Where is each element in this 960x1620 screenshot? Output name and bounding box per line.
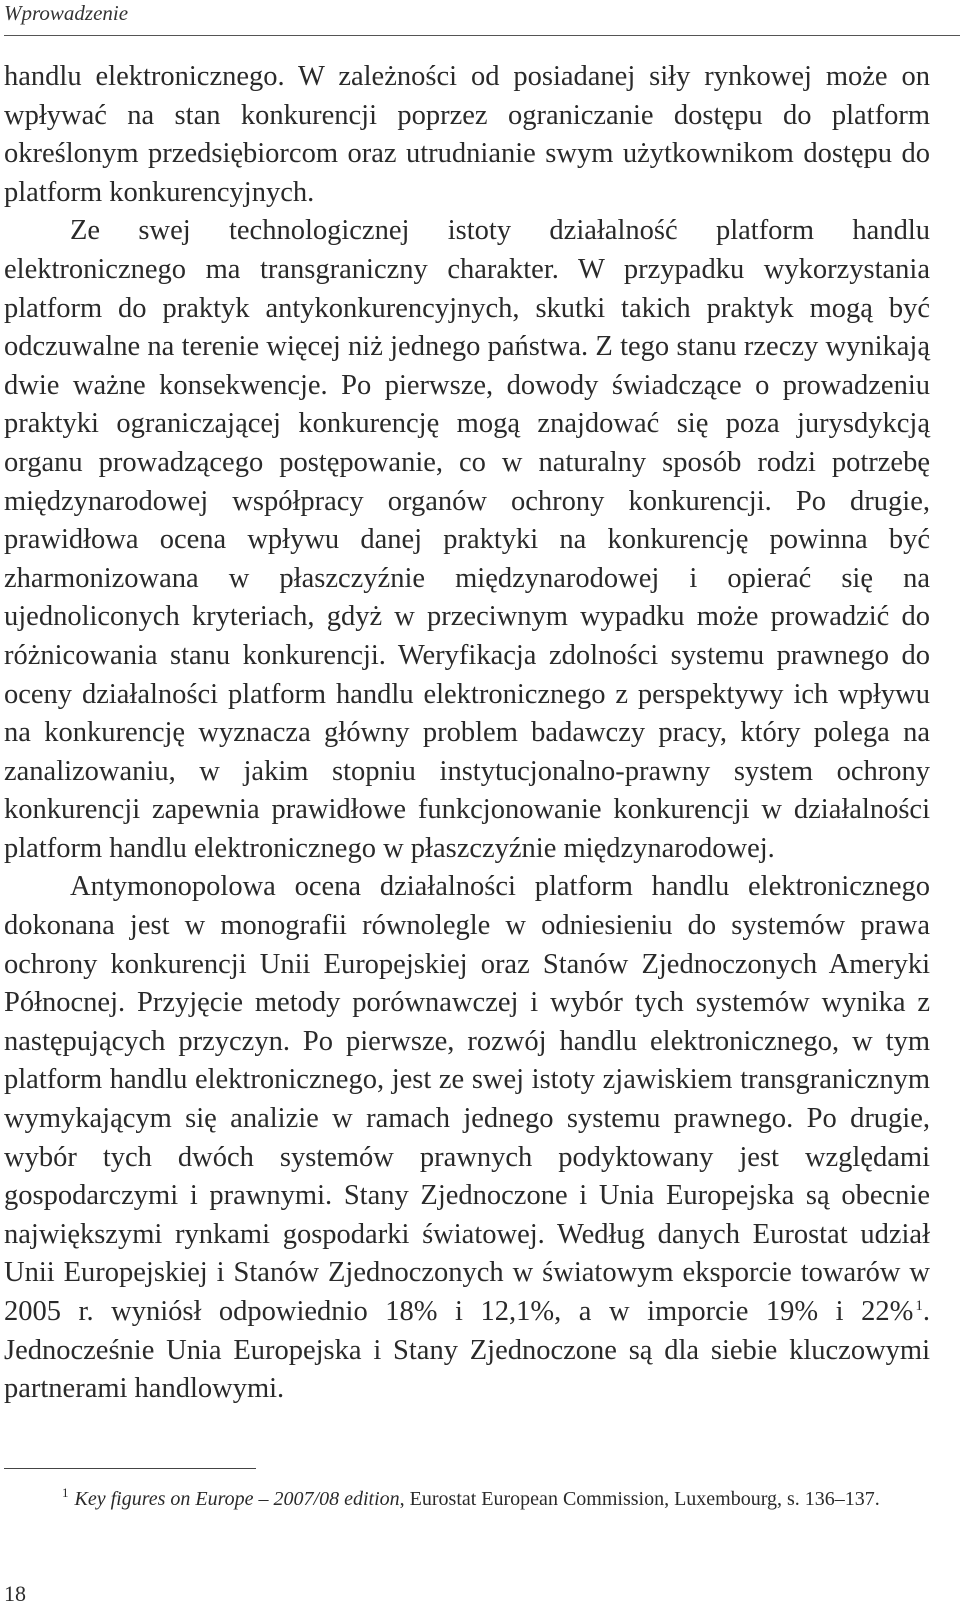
header-rule (4, 35, 960, 36)
page-number: 18 (4, 1581, 26, 1606)
footnote (62, 1486, 942, 1512)
footnote-number: 1 (62, 1485, 69, 1501)
paragraph-2: Ze swej technologicznej istoty działalność platform handlu elektronicznego ma transgraniczny charakter. W przypadku wykorzystania platform do praktyk antykonkurencyjnych, skutki takich praktyk mogą być odczuwalne na terenie więcej niż jednego państwa. Z tego stanu rzeczy wynikają dwie ważne konsekwencje. Po pierwsze, dowody świadczące o prowadzeniu praktyki ograniczającej konkurencję mogą znajdować się poza jurysdykcją organu prowadzącego postępowanie, co w naturalny sposób rodzi potrzebę międzynarodowej współpracy organów ochrony konkurencji. Po drugie, prawidłowa ocena wpływu danej praktyki na konkurencję powinna być zharmonizowana w płaszczyźnie międzynarodowej i opierać się na ujednoliconych kryteriach, gdyż w przeciwnym wypadku może prowadzić do różnicowania stanu konkurencji. Weryfikacja zdolności systemu prawnego do oceny działalności platform handlu elektronicznego z perspektywy ich wpływu na konkurencję wyznacza główny problem badawczy pracy, który polega na zanalizowaniu, w jakim stopniu instytucjonalno-prawny system ochrony konkurencji zapewnia prawidłowe funkcjonowanie konkurencji w działalności platform handlu elektronicznego w płaszczyźnie międzynarodowej. (4, 215, 930, 864)
main-text (4, 58, 930, 1409)
paragraph-3-tail: . Jednocześnie Unia Europejska i Stany Zjednoczone są dla siebie kluczowymi partnerami handlowymi. (4, 1296, 930, 1405)
footnote-title: Key figures on Europe – 2007/08 edition (74, 1488, 400, 1510)
footnote-text: , Eurostat European Commission, Luxembourg, s. 136–137. (399, 1488, 880, 1510)
running-head-title: Wprowadzenie (4, 1, 129, 25)
paragraph-3 (4, 868, 930, 1408)
paragraph-1: handlu elektronicznego. W zależności od posiadanej siły rynkowej może on wpływać na stan konkurencji poprzez ograniczanie dostępu do platform określonym przedsiębiorcom oraz utrudnianie swym użytkownikom dostępu do platform konkurencyjnych. (4, 61, 930, 208)
paragraph-3-text: Antymonopolowa ocena działalności platform handlu elektronicznego dokonana jest w monografii równolegle w odniesieniu do systemów prawa ochrony konkurencji Unii Europejskiej oraz Stanów Zjednoczonych Ameryki Północnej. Przyjęcie metody porównawczej i wybór tych systemów wynika z następujących przyczyn. Po pierwsze, rozwój handlu elektronicznego, w tym platform handlu elektronicznego, jest ze swej istoty zjawiskiem transgranicznym wymykającym się analizie w ramach jednego systemu prawnego. Po drugie, wybór tych dwóch systemów prawnych podyktowany jest względami gospodarczymi i prawnymi. Stany Zjednoczone i Unia Europejska są obecnie największymi rynkami gospodarki światowej. Według danych Eurostat udział Unii Europejskiej i Stanów Zjednoczonych w światowym eksporcie towarów w 2005 r. wyniósł odpowiednio 18% i 12,1%, a w imporcie 19% i 22% (4, 871, 930, 1327)
footnote-reference[interactable]: 1 (915, 1297, 923, 1314)
footnote-rule (4, 1468, 256, 1469)
